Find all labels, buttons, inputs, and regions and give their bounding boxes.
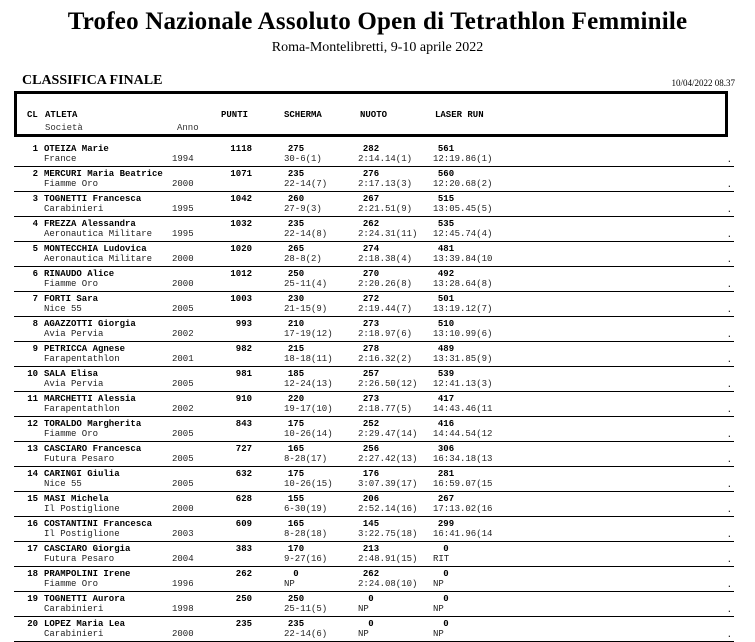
fencing-result: 19-17(10) xyxy=(284,404,333,414)
swimming-points: 0 xyxy=(368,619,374,629)
birth-year: 1995 xyxy=(172,204,194,214)
total-points: 1071 xyxy=(230,169,252,179)
row-dot: . xyxy=(726,480,732,490)
fencing-result: 28-8(2) xyxy=(284,254,322,264)
row-dot: . xyxy=(726,405,732,415)
birth-year: 1996 xyxy=(172,579,194,589)
rank: 3 xyxy=(32,194,38,204)
fencing-points: 220 xyxy=(287,394,305,404)
laser-run-result: 13:28.64(8) xyxy=(433,279,493,289)
athlete-name: TOGNETTI Aurora xyxy=(44,594,126,604)
col-societa: Società xyxy=(45,123,83,133)
laser-run-points: 492 xyxy=(437,269,455,279)
result-row xyxy=(14,267,734,292)
swimming-points: 272 xyxy=(362,294,380,304)
total-points: 628 xyxy=(235,494,252,504)
swimming-result: 2:16.32(2) xyxy=(358,354,413,364)
club: Il Postiglione xyxy=(44,504,120,514)
fencing-result: 18-18(11) xyxy=(284,354,333,364)
total-points: 910 xyxy=(235,394,252,404)
laser-run-result: 16:34.18(13 xyxy=(433,454,493,464)
fencing-points: 170 xyxy=(287,544,305,554)
swimming-result: 3:07.39(17) xyxy=(358,479,418,489)
athlete-name: AGAZZOTTI Giorgia xyxy=(44,319,136,329)
result-row xyxy=(14,417,734,442)
total-points: 235 xyxy=(235,619,252,629)
laser-run-result: 13:31.85(9) xyxy=(433,354,493,364)
fencing-points: 165 xyxy=(287,444,305,454)
laser-run-result: 12:45.74(4) xyxy=(433,229,493,239)
rank: 4 xyxy=(32,219,38,229)
result-row xyxy=(14,542,734,567)
laser-run-result: NP xyxy=(433,604,444,614)
club: Nice 55 xyxy=(44,479,82,489)
club: Avia Pervia xyxy=(44,329,104,339)
birth-year: 1994 xyxy=(172,154,194,164)
fencing-result: 17-19(12) xyxy=(284,329,333,339)
athlete-name: CASCIARO Francesca xyxy=(44,444,142,454)
club: Fiamme Oro xyxy=(44,429,99,439)
fencing-result: 10-26(15) xyxy=(284,479,333,489)
swimming-points: 176 xyxy=(362,469,380,479)
total-points: 1012 xyxy=(230,269,252,279)
athlete-name: FORTI Sara xyxy=(44,294,99,304)
athlete-name: TOGNETTI Francesca xyxy=(44,194,142,204)
rank: 1 xyxy=(32,144,38,154)
fencing-points: 275 xyxy=(287,144,305,154)
club: France xyxy=(44,154,77,164)
fencing-points: 175 xyxy=(287,469,305,479)
result-row xyxy=(14,617,734,642)
result-row xyxy=(14,192,734,217)
swimming-result: 2:24.08(10) xyxy=(358,579,418,589)
athlete-name: CASCIARO Giorgia xyxy=(44,544,131,554)
total-points: 993 xyxy=(235,319,252,329)
swimming-result: 2:52.14(16) xyxy=(358,504,418,514)
birth-year: 2002 xyxy=(172,329,194,339)
club: Nice 55 xyxy=(44,304,82,314)
fencing-result: 25-11(4) xyxy=(284,279,328,289)
fencing-points: 210 xyxy=(287,319,305,329)
fencing-result: 12-24(13) xyxy=(284,379,333,389)
club: Aeronautica Militare xyxy=(44,229,153,239)
fencing-result: 10-26(14) xyxy=(284,429,333,439)
swimming-points: 252 xyxy=(362,419,380,429)
laser-run-points: 560 xyxy=(437,169,455,179)
row-dot: . xyxy=(726,430,732,440)
athlete-name: OTEIZA Marie xyxy=(44,144,109,154)
col-laser: LASER RUN xyxy=(435,110,484,120)
rank: 10 xyxy=(27,369,38,379)
laser-run-result: RIT xyxy=(433,554,450,564)
swimming-points: 145 xyxy=(362,519,380,529)
col-punti: PUNTI xyxy=(221,110,249,120)
laser-run-result: 14:44.54(12 xyxy=(433,429,493,439)
result-row xyxy=(14,292,734,317)
athlete-name: SALA Elisa xyxy=(44,369,99,379)
birth-year: 2001 xyxy=(172,354,194,364)
fencing-points: 165 xyxy=(287,519,305,529)
laser-run-points: 510 xyxy=(437,319,455,329)
result-row xyxy=(14,592,734,617)
laser-run-result: 13:19.12(7) xyxy=(433,304,493,314)
laser-run-result: 12:41.13(3) xyxy=(433,379,493,389)
swimming-points: 282 xyxy=(362,144,380,154)
row-dot: . xyxy=(726,230,732,240)
total-points: 1042 xyxy=(230,194,252,204)
swimming-points: 0 xyxy=(368,594,374,604)
athlete-name: MARCHETTI Alessia xyxy=(44,394,136,404)
swimming-result: 2:26.50(12) xyxy=(358,379,418,389)
swimming-result: 2:19.44(7) xyxy=(358,304,413,314)
laser-run-points: 267 xyxy=(437,494,455,504)
swimming-points: 256 xyxy=(362,444,380,454)
laser-run-points: 535 xyxy=(437,219,455,229)
total-points: 1003 xyxy=(230,294,252,304)
club: Fiamme Oro xyxy=(44,179,99,189)
total-points: 609 xyxy=(235,519,252,529)
fencing-result: 30-6(1) xyxy=(284,154,322,164)
fencing-points: 185 xyxy=(287,369,305,379)
row-dot: . xyxy=(726,505,732,515)
total-points: 727 xyxy=(235,444,252,454)
row-dot: . xyxy=(726,255,732,265)
swimming-result: 2:24.31(11) xyxy=(358,229,418,239)
swimming-result: 2:17.13(3) xyxy=(358,179,413,189)
row-dot: . xyxy=(726,205,732,215)
event-subtitle: Roma-Montelibretti, 9-10 aprile 2022 xyxy=(271,40,484,55)
fencing-points: 250 xyxy=(287,269,305,279)
rank: 6 xyxy=(32,269,38,279)
page-title: Trofeo Nazionale Assoluto Open di Tetrathlon Femminile xyxy=(67,8,688,35)
result-row xyxy=(14,442,734,467)
laser-run-result: NP xyxy=(433,629,444,639)
rank: 12 xyxy=(27,419,38,429)
rank: 20 xyxy=(27,619,38,629)
swimming-points: 213 xyxy=(362,544,380,554)
birth-year: 2004 xyxy=(172,554,194,564)
birth-year: 2000 xyxy=(172,279,194,289)
col-nuoto: NUOTO xyxy=(360,110,388,120)
birth-year: 2000 xyxy=(172,179,194,189)
fencing-result: 21-15(9) xyxy=(284,304,328,314)
laser-run-points: 281 xyxy=(437,469,455,479)
row-dot: . xyxy=(726,630,732,640)
fencing-result: 9-27(16) xyxy=(284,554,328,564)
athlete-name: MONTECCHIA Ludovica xyxy=(44,244,147,254)
row-dot: . xyxy=(726,180,732,190)
row-dot: . xyxy=(726,605,732,615)
laser-run-points: 306 xyxy=(437,444,455,454)
row-dot: . xyxy=(726,330,732,340)
club: Fiamme Oro xyxy=(44,579,99,589)
athlete-name: MERCURI Maria Beatrice xyxy=(44,169,163,179)
swimming-points: 267 xyxy=(362,194,380,204)
birth-year: 2000 xyxy=(172,254,194,264)
rank: 5 xyxy=(32,244,38,254)
row-dot: . xyxy=(726,580,732,590)
results-table xyxy=(14,142,734,642)
fencing-points: 235 xyxy=(287,219,305,229)
total-points: 250 xyxy=(235,594,252,604)
total-points: 982 xyxy=(235,344,252,354)
row-dot: . xyxy=(726,530,732,540)
fencing-points: 260 xyxy=(287,194,305,204)
total-points: 632 xyxy=(235,469,252,479)
rank: 13 xyxy=(27,444,38,454)
swimming-points: 274 xyxy=(362,244,380,254)
laser-run-result: 12:19.86(1) xyxy=(433,154,493,164)
result-row xyxy=(14,142,734,167)
rank: 11 xyxy=(27,394,38,404)
col-anno: Anno xyxy=(177,123,199,133)
athlete-name: FREZZA Alessandra xyxy=(44,219,136,229)
birth-year: 2005 xyxy=(172,304,194,314)
laser-run-result: 17:13.02(16 xyxy=(433,504,493,514)
rank: 7 xyxy=(32,294,38,304)
birth-year: 1995 xyxy=(172,229,194,239)
club: Carabinieri xyxy=(44,204,104,214)
swimming-result: NP xyxy=(358,629,369,639)
result-row xyxy=(14,167,734,192)
result-row xyxy=(14,517,734,542)
result-row xyxy=(14,392,734,417)
swimming-result: NP xyxy=(358,604,369,614)
swimming-result: 2:18.97(6) xyxy=(358,329,413,339)
rank: 17 xyxy=(27,544,38,554)
swimming-result: 2:18.38(4) xyxy=(358,254,413,264)
result-row xyxy=(14,242,734,267)
club: Avia Pervia xyxy=(44,379,104,389)
col-atleta: ATLETA xyxy=(45,110,78,120)
athlete-name: PRAMPOLINI Irene xyxy=(44,569,131,579)
rank: 16 xyxy=(27,519,38,529)
laser-run-result: NP xyxy=(433,579,444,589)
laser-run-points: 417 xyxy=(437,394,455,404)
result-row xyxy=(14,567,734,592)
birth-year: 2000 xyxy=(172,629,194,639)
athlete-name: PETRICCA Agnese xyxy=(44,344,126,354)
row-dot: . xyxy=(726,280,732,290)
fencing-result: 25-11(5) xyxy=(284,604,328,614)
laser-run-points: 481 xyxy=(437,244,455,254)
section-title: CLASSIFICA FINALE xyxy=(22,73,163,88)
result-row xyxy=(14,492,734,517)
result-row xyxy=(14,467,734,492)
laser-run-points: 561 xyxy=(437,144,455,154)
swimming-result: 3:22.75(18) xyxy=(358,529,418,539)
club: Carabinieri xyxy=(44,604,104,614)
row-dot: . xyxy=(726,155,732,165)
swimming-result: 2:14.14(1) xyxy=(358,154,413,164)
athlete-name: TORALDO Margherita xyxy=(44,419,142,429)
club: Futura Pesaro xyxy=(44,554,115,564)
swimming-result: 2:27.42(13) xyxy=(358,454,418,464)
swimming-points: 273 xyxy=(362,319,380,329)
swimming-points: 276 xyxy=(362,169,380,179)
fencing-points: 0 xyxy=(293,569,299,579)
athlete-name: MASI Michela xyxy=(44,494,109,504)
total-points: 262 xyxy=(235,569,252,579)
athlete-name: COSTANTINI Francesca xyxy=(44,519,153,529)
laser-run-points: 416 xyxy=(437,419,455,429)
fencing-points: 175 xyxy=(287,419,305,429)
total-points: 981 xyxy=(235,369,252,379)
laser-run-points: 0 xyxy=(443,544,449,554)
athlete-name: RINAUDO Alice xyxy=(44,269,115,279)
laser-run-result: 13:10.99(6) xyxy=(433,329,493,339)
fencing-points: 235 xyxy=(287,619,305,629)
laser-run-points: 0 xyxy=(443,569,449,579)
print-timestamp: 10/04/2022 08.37 xyxy=(671,78,735,88)
total-points: 1032 xyxy=(230,219,252,229)
total-points: 1118 xyxy=(230,144,252,154)
athlete-name: CARINGI Giulia xyxy=(44,469,120,479)
col-cl: CL xyxy=(27,110,38,120)
column-header-box xyxy=(14,91,728,137)
birth-year: 2005 xyxy=(172,429,194,439)
athlete-name: LOPEZ Maria Lea xyxy=(44,619,126,629)
laser-run-points: 501 xyxy=(437,294,455,304)
fencing-result: 27-9(3) xyxy=(284,204,322,214)
fencing-result: 6-30(19) xyxy=(284,504,328,514)
swimming-points: 270 xyxy=(362,269,380,279)
fencing-result: NP xyxy=(284,579,295,589)
fencing-result: 22-14(8) xyxy=(284,229,328,239)
birth-year: 2005 xyxy=(172,454,194,464)
result-row xyxy=(14,342,734,367)
birth-year: 2003 xyxy=(172,529,194,539)
club: Il Postiglione xyxy=(44,529,120,539)
swimming-result: 2:18.77(5) xyxy=(358,404,413,414)
laser-run-result: 13:05.45(5) xyxy=(433,204,493,214)
rank: 15 xyxy=(27,494,38,504)
fencing-points: 265 xyxy=(287,244,305,254)
club: Aeronautica Militare xyxy=(44,254,153,264)
laser-run-result: 12:20.68(2) xyxy=(433,179,493,189)
birth-year: 1998 xyxy=(172,604,194,614)
rank: 19 xyxy=(27,594,38,604)
laser-run-points: 515 xyxy=(437,194,455,204)
laser-run-points: 0 xyxy=(443,594,449,604)
laser-run-result: 16:41.96(14 xyxy=(433,529,493,539)
total-points: 383 xyxy=(235,544,252,554)
rank: 14 xyxy=(27,469,38,479)
club: Farapentathlon xyxy=(44,404,120,414)
swimming-result: 2:21.51(9) xyxy=(358,204,413,214)
laser-run-result: 14:43.46(11 xyxy=(433,404,493,414)
row-dot: . xyxy=(726,305,732,315)
result-row xyxy=(14,217,734,242)
fencing-points: 250 xyxy=(287,594,305,604)
swimming-points: 262 xyxy=(362,219,380,229)
club: Carabinieri xyxy=(44,629,104,639)
laser-run-points: 0 xyxy=(443,619,449,629)
result-row xyxy=(14,317,734,342)
fencing-points: 215 xyxy=(287,344,305,354)
fencing-result: 8-28(18) xyxy=(284,529,328,539)
laser-run-result: 13:39.84(10 xyxy=(433,254,493,264)
swimming-result: 2:48.91(15) xyxy=(358,554,418,564)
row-dot: . xyxy=(726,555,732,565)
swimming-points: 278 xyxy=(362,344,380,354)
swimming-points: 262 xyxy=(362,569,380,579)
swimming-result: 2:29.47(14) xyxy=(358,429,418,439)
total-points: 843 xyxy=(235,419,252,429)
birth-year: 2005 xyxy=(172,379,194,389)
fencing-points: 235 xyxy=(287,169,305,179)
club: Farapentathlon xyxy=(44,354,120,364)
laser-run-points: 489 xyxy=(437,344,455,354)
laser-run-points: 299 xyxy=(437,519,455,529)
club: Futura Pesaro xyxy=(44,454,115,464)
rank: 8 xyxy=(32,319,38,329)
swimming-result: 2:20.26(8) xyxy=(358,279,413,289)
birth-year: 2000 xyxy=(172,504,194,514)
fencing-points: 230 xyxy=(287,294,305,304)
club: Fiamme Oro xyxy=(44,279,99,289)
total-points: 1020 xyxy=(230,244,252,254)
swimming-points: 257 xyxy=(362,369,380,379)
result-row xyxy=(14,367,734,392)
swimming-points: 273 xyxy=(362,394,380,404)
rank: 9 xyxy=(32,344,38,354)
rank: 2 xyxy=(32,169,38,179)
row-dot: . xyxy=(726,355,732,365)
birth-year: 2005 xyxy=(172,479,194,489)
fencing-result: 8-28(17) xyxy=(284,454,328,464)
fencing-result: 22-14(7) xyxy=(284,179,328,189)
fencing-result: 22-14(6) xyxy=(284,629,328,639)
fencing-points: 155 xyxy=(287,494,305,504)
birth-year: 2002 xyxy=(172,404,194,414)
swimming-points: 206 xyxy=(362,494,380,504)
rank: 18 xyxy=(27,569,38,579)
laser-run-result: 16:59.07(15 xyxy=(433,479,493,489)
col-scherma: SCHERMA xyxy=(284,110,322,120)
laser-run-points: 539 xyxy=(437,369,455,379)
row-dot: . xyxy=(726,455,732,465)
row-dot: . xyxy=(726,380,732,390)
